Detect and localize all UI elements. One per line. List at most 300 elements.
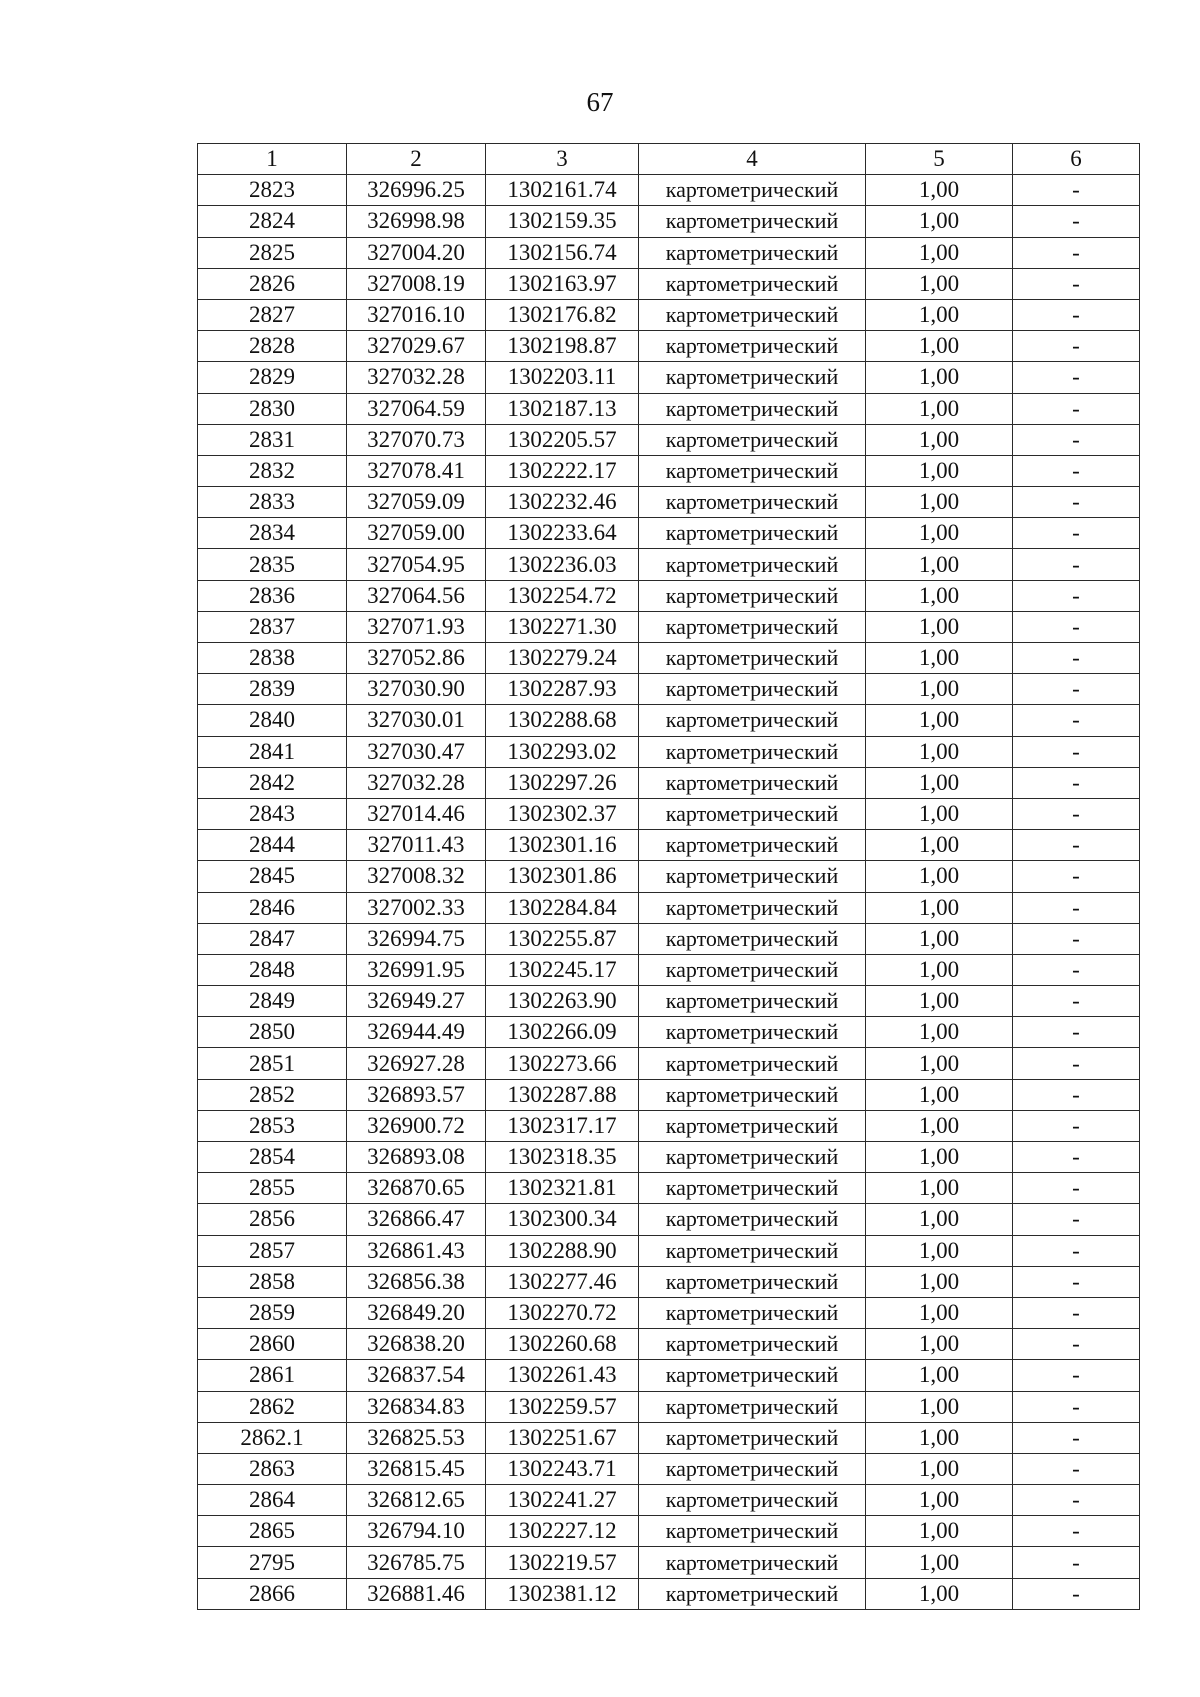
- table-row: [198, 268, 1140, 299]
- x-coordinate-cell: 327064.59: [347, 393, 486, 424]
- table-row: [198, 1485, 1140, 1516]
- y-coordinate-cell: 1302381.12: [486, 1578, 639, 1609]
- y-coordinate-cell: 1302273.66: [486, 1048, 639, 1079]
- table-row: [198, 1547, 1140, 1578]
- point-number-cell: 2842: [198, 767, 347, 798]
- description-cell: -: [1013, 1516, 1140, 1547]
- x-coordinate-cell: 327002.33: [347, 892, 486, 923]
- table-row: [198, 331, 1140, 362]
- point-number-cell: 2840: [198, 705, 347, 736]
- point-number-cell: 2823: [198, 175, 347, 206]
- method-cell: картометрический: [639, 1578, 866, 1609]
- table-row: [198, 892, 1140, 923]
- x-coordinate-cell: 327030.47: [347, 736, 486, 767]
- description-cell: -: [1013, 331, 1140, 362]
- description-cell: -: [1013, 1048, 1140, 1079]
- accuracy-cell: 1,00: [866, 268, 1013, 299]
- description-cell: -: [1013, 580, 1140, 611]
- point-number-cell: 2836: [198, 580, 347, 611]
- x-coordinate-cell: 327008.32: [347, 861, 486, 892]
- description-cell: -: [1013, 362, 1140, 393]
- point-number-cell: 2857: [198, 1235, 347, 1266]
- x-coordinate-cell: 326834.83: [347, 1391, 486, 1422]
- description-cell: -: [1013, 1391, 1140, 1422]
- method-cell: картометрический: [639, 611, 866, 642]
- point-number-cell: 2851: [198, 1048, 347, 1079]
- accuracy-cell: 1,00: [866, 1578, 1013, 1609]
- accuracy-cell: 1,00: [866, 1048, 1013, 1079]
- method-cell: картометрический: [639, 1516, 866, 1547]
- table-row: [198, 487, 1140, 518]
- x-coordinate-cell: 327071.93: [347, 611, 486, 642]
- point-number-cell: 2827: [198, 299, 347, 330]
- table-row: [198, 1329, 1140, 1360]
- x-coordinate-cell: 326838.20: [347, 1329, 486, 1360]
- method-cell: картометрический: [639, 206, 866, 237]
- x-coordinate-cell: 326870.65: [347, 1173, 486, 1204]
- page-number: 67: [586, 87, 614, 117]
- y-coordinate-cell: 1302254.72: [486, 580, 639, 611]
- y-coordinate-cell: 1302263.90: [486, 986, 639, 1017]
- accuracy-cell: 1,00: [866, 487, 1013, 518]
- point-number-cell: 2860: [198, 1329, 347, 1360]
- y-coordinate-cell: 1302156.74: [486, 237, 639, 268]
- description-cell: -: [1013, 892, 1140, 923]
- point-number-cell: 2834: [198, 518, 347, 549]
- table-row: [198, 1173, 1140, 1204]
- description-cell: -: [1013, 518, 1140, 549]
- method-cell: картометрический: [639, 674, 866, 705]
- y-coordinate-cell: 1302271.30: [486, 611, 639, 642]
- accuracy-cell: 1,00: [866, 299, 1013, 330]
- point-number-cell: 2828: [198, 331, 347, 362]
- description-cell: -: [1013, 455, 1140, 486]
- x-coordinate-cell: 327011.43: [347, 830, 486, 861]
- method-cell: картометрический: [639, 1235, 866, 1266]
- point-number-cell: 2852: [198, 1079, 347, 1110]
- description-cell: -: [1013, 175, 1140, 206]
- table-row: [198, 580, 1140, 611]
- x-coordinate-cell: 326991.95: [347, 954, 486, 985]
- table-row: [198, 1578, 1140, 1609]
- accuracy-cell: 1,00: [866, 1516, 1013, 1547]
- y-coordinate-cell: 1302233.64: [486, 518, 639, 549]
- y-coordinate-cell: 1302277.46: [486, 1266, 639, 1297]
- method-cell: картометрический: [639, 1360, 866, 1391]
- point-number-cell: 2849: [198, 986, 347, 1017]
- point-number-cell: 2824: [198, 206, 347, 237]
- point-number-cell: 2841: [198, 736, 347, 767]
- column-header-point: 1: [198, 144, 347, 175]
- accuracy-cell: 1,00: [866, 1173, 1013, 1204]
- method-cell: картометрический: [639, 1485, 866, 1516]
- accuracy-cell: 1,00: [866, 674, 1013, 705]
- accuracy-cell: 1,00: [866, 1266, 1013, 1297]
- accuracy-cell: 1,00: [866, 237, 1013, 268]
- y-coordinate-cell: 1302198.87: [486, 331, 639, 362]
- y-coordinate-cell: 1302293.02: [486, 736, 639, 767]
- description-cell: -: [1013, 830, 1140, 861]
- x-coordinate-cell: 327059.09: [347, 487, 486, 518]
- method-cell: картометрический: [639, 643, 866, 674]
- point-number-cell: 2843: [198, 798, 347, 829]
- point-number-cell: 2829: [198, 362, 347, 393]
- method-cell: картометрический: [639, 798, 866, 829]
- x-coordinate-cell: 327029.67: [347, 331, 486, 362]
- x-coordinate-cell: 326996.25: [347, 175, 486, 206]
- accuracy-cell: 1,00: [866, 393, 1013, 424]
- x-coordinate-cell: 327054.95: [347, 549, 486, 580]
- column-header-description: 6: [1013, 144, 1140, 175]
- method-cell: картометрический: [639, 1329, 866, 1360]
- point-number-cell: 2862: [198, 1391, 347, 1422]
- point-number-cell: 2848: [198, 954, 347, 985]
- point-number-cell: 2846: [198, 892, 347, 923]
- y-coordinate-cell: 1302302.37: [486, 798, 639, 829]
- accuracy-cell: 1,00: [866, 643, 1013, 674]
- method-cell: картометрический: [639, 1048, 866, 1079]
- accuracy-cell: 1,00: [866, 1297, 1013, 1328]
- y-coordinate-cell: 1302287.93: [486, 674, 639, 705]
- point-number-cell: 2844: [198, 830, 347, 861]
- description-cell: -: [1013, 268, 1140, 299]
- table-row: [198, 1204, 1140, 1235]
- method-cell: картометрический: [639, 954, 866, 985]
- method-cell: картометрический: [639, 1110, 866, 1141]
- point-number-cell: 2826: [198, 268, 347, 299]
- x-coordinate-cell: 327070.73: [347, 424, 486, 455]
- description-cell: -: [1013, 1485, 1140, 1516]
- column-header-accuracy: 5: [866, 144, 1013, 175]
- accuracy-cell: 1,00: [866, 549, 1013, 580]
- method-cell: картометрический: [639, 736, 866, 767]
- y-coordinate-cell: 1302317.17: [486, 1110, 639, 1141]
- point-number-cell: 2795: [198, 1547, 347, 1578]
- description-cell: -: [1013, 1297, 1140, 1328]
- point-number-cell: 2863: [198, 1453, 347, 1484]
- x-coordinate-cell: 327016.10: [347, 299, 486, 330]
- x-coordinate-cell: 326812.65: [347, 1485, 486, 1516]
- y-coordinate-cell: 1302321.81: [486, 1173, 639, 1204]
- method-cell: картометрический: [639, 455, 866, 486]
- accuracy-cell: 1,00: [866, 580, 1013, 611]
- y-coordinate-cell: 1302222.17: [486, 455, 639, 486]
- description-cell: -: [1013, 1578, 1140, 1609]
- y-coordinate-cell: 1302300.34: [486, 1204, 639, 1235]
- accuracy-cell: 1,00: [866, 424, 1013, 455]
- method-cell: картометрический: [639, 1297, 866, 1328]
- x-coordinate-cell: 327052.86: [347, 643, 486, 674]
- accuracy-cell: 1,00: [866, 1329, 1013, 1360]
- accuracy-cell: 1,00: [866, 1391, 1013, 1422]
- method-cell: картометрический: [639, 1079, 866, 1110]
- description-cell: -: [1013, 1204, 1140, 1235]
- point-number-cell: 2833: [198, 487, 347, 518]
- table-row: [198, 1422, 1140, 1453]
- x-coordinate-cell: 326849.20: [347, 1297, 486, 1328]
- table-row: [198, 1453, 1140, 1484]
- method-cell: картометрический: [639, 1453, 866, 1484]
- accuracy-cell: 1,00: [866, 923, 1013, 954]
- accuracy-cell: 1,00: [866, 1079, 1013, 1110]
- table-row: [198, 705, 1140, 736]
- accuracy-cell: 1,00: [866, 986, 1013, 1017]
- point-number-cell: 2837: [198, 611, 347, 642]
- y-coordinate-cell: 1302266.09: [486, 1017, 639, 1048]
- description-cell: -: [1013, 923, 1140, 954]
- point-number-cell: 2864: [198, 1485, 347, 1516]
- point-number-cell: 2866: [198, 1578, 347, 1609]
- y-coordinate-cell: 1302187.13: [486, 393, 639, 424]
- x-coordinate-cell: 327059.00: [347, 518, 486, 549]
- accuracy-cell: 1,00: [866, 705, 1013, 736]
- method-cell: картометрический: [639, 923, 866, 954]
- accuracy-cell: 1,00: [866, 1547, 1013, 1578]
- table-row: [198, 455, 1140, 486]
- point-number-cell: 2825: [198, 237, 347, 268]
- method-cell: картометрический: [639, 1173, 866, 1204]
- description-cell: -: [1013, 1142, 1140, 1173]
- table-row: [198, 643, 1140, 674]
- description-cell: -: [1013, 1079, 1140, 1110]
- point-number-cell: 2830: [198, 393, 347, 424]
- y-coordinate-cell: 1302301.86: [486, 861, 639, 892]
- table-row: [198, 1391, 1140, 1422]
- x-coordinate-cell: 326881.46: [347, 1578, 486, 1609]
- point-number-cell: 2845: [198, 861, 347, 892]
- table-row: [198, 767, 1140, 798]
- point-number-cell: 2858: [198, 1266, 347, 1297]
- description-cell: -: [1013, 643, 1140, 674]
- table-row: [198, 954, 1140, 985]
- method-cell: картометрический: [639, 237, 866, 268]
- table-row: [198, 206, 1140, 237]
- method-cell: картометрический: [639, 830, 866, 861]
- point-number-cell: 2854: [198, 1142, 347, 1173]
- y-coordinate-cell: 1302287.88: [486, 1079, 639, 1110]
- method-cell: картометрический: [639, 549, 866, 580]
- description-cell: -: [1013, 299, 1140, 330]
- method-cell: картометрический: [639, 1017, 866, 1048]
- x-coordinate-cell: 326794.10: [347, 1516, 486, 1547]
- table-row: [198, 237, 1140, 268]
- y-coordinate-cell: 1302284.84: [486, 892, 639, 923]
- y-coordinate-cell: 1302270.72: [486, 1297, 639, 1328]
- accuracy-cell: 1,00: [866, 954, 1013, 985]
- method-cell: картометрический: [639, 268, 866, 299]
- description-cell: -: [1013, 1329, 1140, 1360]
- x-coordinate-cell: 326866.47: [347, 1204, 486, 1235]
- description-cell: -: [1013, 1173, 1140, 1204]
- table-row: [198, 1297, 1140, 1328]
- y-coordinate-cell: 1302176.82: [486, 299, 639, 330]
- accuracy-cell: 1,00: [866, 892, 1013, 923]
- y-coordinate-cell: 1302241.27: [486, 1485, 639, 1516]
- table-row: [198, 923, 1140, 954]
- x-coordinate-cell: 327030.90: [347, 674, 486, 705]
- method-cell: картометрический: [639, 861, 866, 892]
- table-row: [198, 611, 1140, 642]
- description-cell: -: [1013, 1422, 1140, 1453]
- description-cell: -: [1013, 206, 1140, 237]
- y-coordinate-cell: 1302255.87: [486, 923, 639, 954]
- header-row: [198, 144, 1140, 175]
- y-coordinate-cell: 1302318.35: [486, 1142, 639, 1173]
- table-row: [198, 1235, 1140, 1266]
- x-coordinate-cell: 326815.45: [347, 1453, 486, 1484]
- x-coordinate-cell: 327032.28: [347, 362, 486, 393]
- x-coordinate-cell: 326994.75: [347, 923, 486, 954]
- point-number-cell: 2862.1: [198, 1422, 347, 1453]
- method-cell: картометрический: [639, 1422, 866, 1453]
- point-number-cell: 2838: [198, 643, 347, 674]
- method-cell: картометрический: [639, 487, 866, 518]
- accuracy-cell: 1,00: [866, 1453, 1013, 1484]
- description-cell: -: [1013, 611, 1140, 642]
- x-coordinate-cell: 326944.49: [347, 1017, 486, 1048]
- accuracy-cell: 1,00: [866, 175, 1013, 206]
- table-row: [198, 1017, 1140, 1048]
- table-row: [198, 1142, 1140, 1173]
- description-cell: -: [1013, 1360, 1140, 1391]
- table-header: [198, 144, 1140, 175]
- method-cell: картометрический: [639, 892, 866, 923]
- point-number-cell: 2839: [198, 674, 347, 705]
- description-cell: -: [1013, 736, 1140, 767]
- method-cell: картометрический: [639, 1547, 866, 1578]
- point-number-cell: 2850: [198, 1017, 347, 1048]
- table-row: [198, 986, 1140, 1017]
- method-cell: картометрический: [639, 1391, 866, 1422]
- description-cell: -: [1013, 237, 1140, 268]
- table-row: [198, 299, 1140, 330]
- table-body: [198, 175, 1140, 1610]
- description-cell: -: [1013, 861, 1140, 892]
- point-number-cell: 2859: [198, 1297, 347, 1328]
- y-coordinate-cell: 1302243.71: [486, 1453, 639, 1484]
- method-cell: картометрический: [639, 518, 866, 549]
- accuracy-cell: 1,00: [866, 518, 1013, 549]
- method-cell: картометрический: [639, 299, 866, 330]
- column-header-method: 4: [639, 144, 866, 175]
- accuracy-cell: 1,00: [866, 1204, 1013, 1235]
- method-cell: картометрический: [639, 986, 866, 1017]
- x-coordinate-cell: 327064.56: [347, 580, 486, 611]
- table-row: [198, 674, 1140, 705]
- description-cell: -: [1013, 1453, 1140, 1484]
- accuracy-cell: 1,00: [866, 1110, 1013, 1141]
- y-coordinate-cell: 1302288.90: [486, 1235, 639, 1266]
- y-coordinate-cell: 1302259.57: [486, 1391, 639, 1422]
- x-coordinate-cell: 327078.41: [347, 455, 486, 486]
- accuracy-cell: 1,00: [866, 1142, 1013, 1173]
- method-cell: картометрический: [639, 1204, 866, 1235]
- description-cell: -: [1013, 1266, 1140, 1297]
- point-number-cell: 2831: [198, 424, 347, 455]
- table-row: [198, 830, 1140, 861]
- method-cell: картометрический: [639, 362, 866, 393]
- method-cell: картометрический: [639, 767, 866, 798]
- x-coordinate-cell: 326856.38: [347, 1266, 486, 1297]
- y-coordinate-cell: 1302219.57: [486, 1547, 639, 1578]
- accuracy-cell: 1,00: [866, 861, 1013, 892]
- description-cell: -: [1013, 1235, 1140, 1266]
- method-cell: картометрический: [639, 1266, 866, 1297]
- description-cell: -: [1013, 487, 1140, 518]
- accuracy-cell: 1,00: [866, 455, 1013, 486]
- x-coordinate-cell: 326893.57: [347, 1079, 486, 1110]
- y-coordinate-cell: 1302161.74: [486, 175, 639, 206]
- x-coordinate-cell: 326785.75: [347, 1547, 486, 1578]
- y-coordinate-cell: 1302260.68: [486, 1329, 639, 1360]
- accuracy-cell: 1,00: [866, 798, 1013, 829]
- table-row: [198, 549, 1140, 580]
- description-cell: -: [1013, 767, 1140, 798]
- table-row: [198, 1266, 1140, 1297]
- table-row: [198, 798, 1140, 829]
- y-coordinate-cell: 1302232.46: [486, 487, 639, 518]
- y-coordinate-cell: 1302301.16: [486, 830, 639, 861]
- point-number-cell: 2847: [198, 923, 347, 954]
- accuracy-cell: 1,00: [866, 1422, 1013, 1453]
- x-coordinate-cell: 327014.46: [347, 798, 486, 829]
- point-number-cell: 2855: [198, 1173, 347, 1204]
- point-number-cell: 2835: [198, 549, 347, 580]
- column-header-y: 3: [486, 144, 639, 175]
- description-cell: -: [1013, 424, 1140, 455]
- accuracy-cell: 1,00: [866, 736, 1013, 767]
- method-cell: картометрический: [639, 393, 866, 424]
- x-coordinate-cell: 327004.20: [347, 237, 486, 268]
- coordinates-table: [197, 143, 1140, 1610]
- point-number-cell: 2853: [198, 1110, 347, 1141]
- point-number-cell: 2865: [198, 1516, 347, 1547]
- table-row: [198, 1048, 1140, 1079]
- table-row: [198, 1110, 1140, 1141]
- table-row: [198, 736, 1140, 767]
- description-cell: -: [1013, 1547, 1140, 1578]
- accuracy-cell: 1,00: [866, 362, 1013, 393]
- method-cell: картометрический: [639, 424, 866, 455]
- table-row: [198, 1079, 1140, 1110]
- accuracy-cell: 1,00: [866, 767, 1013, 798]
- point-number-cell: 2856: [198, 1204, 347, 1235]
- description-cell: -: [1013, 1110, 1140, 1141]
- y-coordinate-cell: 1302203.11: [486, 362, 639, 393]
- y-coordinate-cell: 1302163.97: [486, 268, 639, 299]
- description-cell: -: [1013, 1017, 1140, 1048]
- table-row: [198, 362, 1140, 393]
- y-coordinate-cell: 1302279.24: [486, 643, 639, 674]
- y-coordinate-cell: 1302236.03: [486, 549, 639, 580]
- table-row: [198, 861, 1140, 892]
- description-cell: -: [1013, 705, 1140, 736]
- y-coordinate-cell: 1302227.12: [486, 1516, 639, 1547]
- table-row: [198, 1516, 1140, 1547]
- method-cell: картометрический: [639, 705, 866, 736]
- method-cell: картометрический: [639, 1142, 866, 1173]
- point-number-cell: 2861: [198, 1360, 347, 1391]
- y-coordinate-cell: 1302261.43: [486, 1360, 639, 1391]
- x-coordinate-cell: 327030.01: [347, 705, 486, 736]
- x-coordinate-cell: 326927.28: [347, 1048, 486, 1079]
- x-coordinate-cell: 327032.28: [347, 767, 486, 798]
- accuracy-cell: 1,00: [866, 1485, 1013, 1516]
- accuracy-cell: 1,00: [866, 331, 1013, 362]
- x-coordinate-cell: 326837.54: [347, 1360, 486, 1391]
- x-coordinate-cell: 326861.43: [347, 1235, 486, 1266]
- x-coordinate-cell: 326900.72: [347, 1110, 486, 1141]
